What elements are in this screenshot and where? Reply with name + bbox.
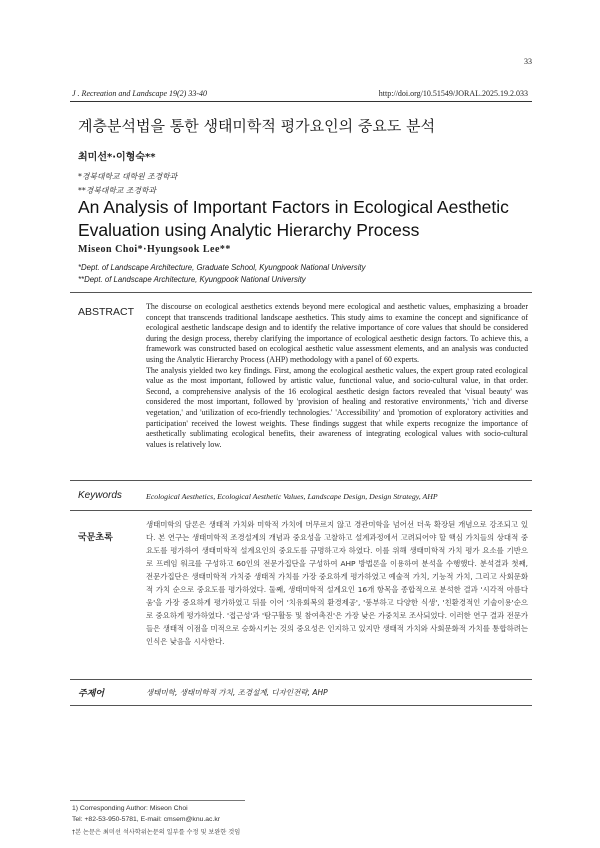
abstract-paragraph-1: The discourse on ecological aesthetics extends beyond mere ecological and aesthetic values, emphasizing a broader concept that transcends traditional landscape aesthetics. This study aims to examine the concept and significance of ecological aesthetic landscape design and to identify the relative importance of core values that should be considered during the design process, thereby clarifying the importance of ecological aesthetic design factors. To achieve this, a framework was constructed based on ecological aesthetic value assessment elements, and an analysis was conducted using the Analytic Hierarchy Process (AHP) methodology with a panel of 60 experts. [146, 302, 528, 364]
authors-english: Miseon Choi*·Hyungsook Lee** [78, 244, 231, 255]
affiliation-korean-1: *경북대학교 대학원 조경학과 [78, 172, 178, 181]
abstract-korean-label: 국문초록 [78, 533, 113, 543]
section-divider [70, 705, 532, 706]
authors-korean: 최미선*·이형숙** [78, 152, 156, 163]
keywords-text: Ecological Aesthetics, Ecological Aesthetic Values, Landscape Design, Design Strategy, AHP [146, 492, 438, 501]
section-divider [70, 480, 532, 481]
keywords-korean-label: 주제어 [78, 689, 105, 699]
abstract-body [146, 302, 528, 450]
abstract-korean-body: 생태미학의 담론은 생태적 가치와 미학적 가치에 머무르지 않고 경관미학을 넘어선 더욱 확장된 개념으로 강조되고 있다. 본 연구는 생태미학적 조경설계의 개념과 중요성을 고찰하고 설계과정에서 고려되어야 할 핵심 가치들의 상대적 중요도를 평가하여 생태미학적 설계요인의 중요도를 규명하고자 하였다. 이를 위해 생태미학적 가치 평가 요소를 기반으로 프레임 워크를 구성하고 60인의 전문가집단을 구성하여 AHP 방법론을 이용하여 분석을 수행했다. 분석결과 첫째, 전문가집단은 생태미학적 가치중 생태적 가치를 가장 중요하게 평가하였고 예술적 가치, 기능적 가치, 그리고 사회문화적 가치 순으로 중요도를 평가하였다. 둘째, 생태미학적 설계요인 16개 항목을 종합적으로 분석한 결과 '시각적 아름다움'을 가장 중요하게 평가하였고 뒤를 이어 '치유회복의 환경제공', '풍부하고 다양한 식생', '친환경적인 기술이용'순으로 중요하게 평가하였다. '접근성'과 '탐구활동 및 참여촉진'은 가장 낮은 가중치로 조사되었다. 이러한 연구 결과 전문가들은 생태적 이점을 미적으로 승화시키는 것의 중요성은 인지하고 있지만 생태적 가치와 사회문화적 가치를 통합하려는 인식은 낮음을 시사한다. [146, 520, 528, 646]
keywords-label: Keywords [78, 490, 122, 501]
footnote-contact: Tel: +82-53-950-5781, E-mail: cmsem@knu.ac.kr [72, 816, 220, 823]
page-number: 33 [524, 57, 532, 66]
doi-link[interactable]: http://doi.org/10.51549/JORAL.2025.19.2.033 [378, 89, 528, 98]
abstract-label: ABSTRACT [78, 306, 135, 318]
section-divider [70, 292, 532, 293]
title-english: An Analysis of Important Factors in Ecological Aesthetic Evaluation using Analytic Hierarchy Process [78, 197, 509, 240]
journal-reference: J . Recreation and Landscape 19(2) 33-40 [72, 89, 208, 98]
affiliation-korean-2: **경북대학교 조경학과 [78, 186, 157, 195]
section-divider [70, 679, 532, 680]
footnote-corresponding-author: 1) Corresponding Author: Miseon Choi [72, 805, 188, 812]
footnote-thesis-note: †본 논문은 최미선 석사학위논문의 일부를 수정 및 보완한 것임 [72, 829, 241, 836]
title-korean: 계층분석법을 통한 생태미학적 평가요인의 중요도 분석 [78, 117, 436, 135]
keywords-korean-text: 생태미학, 생태미학적 가치, 조경설계, 디자인전략, AHP [146, 688, 328, 697]
abstract-paragraph-2: The analysis yielded two key findings. First, among the ecological aesthetic values, the expert group rated ecological value as the most important, followed by artistic value, functional value, and socio-cultural value, in that order. Second, a comprehensive analysis of the 16 ecological aesthetic design factors revealed that 'visual beauty' was considered the most important, followed by 'provision of healing and restorative environments,' 'rich and diverse vegetation,' and 'utilization of eco-friendly technologies.' 'Accessibility' and 'promotion of exploratory activities and participation' received the lowest weights. These findings suggest that while experts recognize the importance of aesthetically sublimating ecological benefits, their awareness of integrating ecological values with socio-cultural values is relatively low. [146, 365, 528, 449]
footnote-divider [70, 800, 245, 801]
affiliation-english-1: *Dept. of Landscape Architecture, Graduate School, Kyungpook National University [78, 263, 366, 272]
section-divider [70, 510, 532, 511]
affiliation-english-2: **Dept. of Landscape Architecture, Kyungpook National University [78, 275, 306, 284]
header-divider [70, 101, 532, 102]
